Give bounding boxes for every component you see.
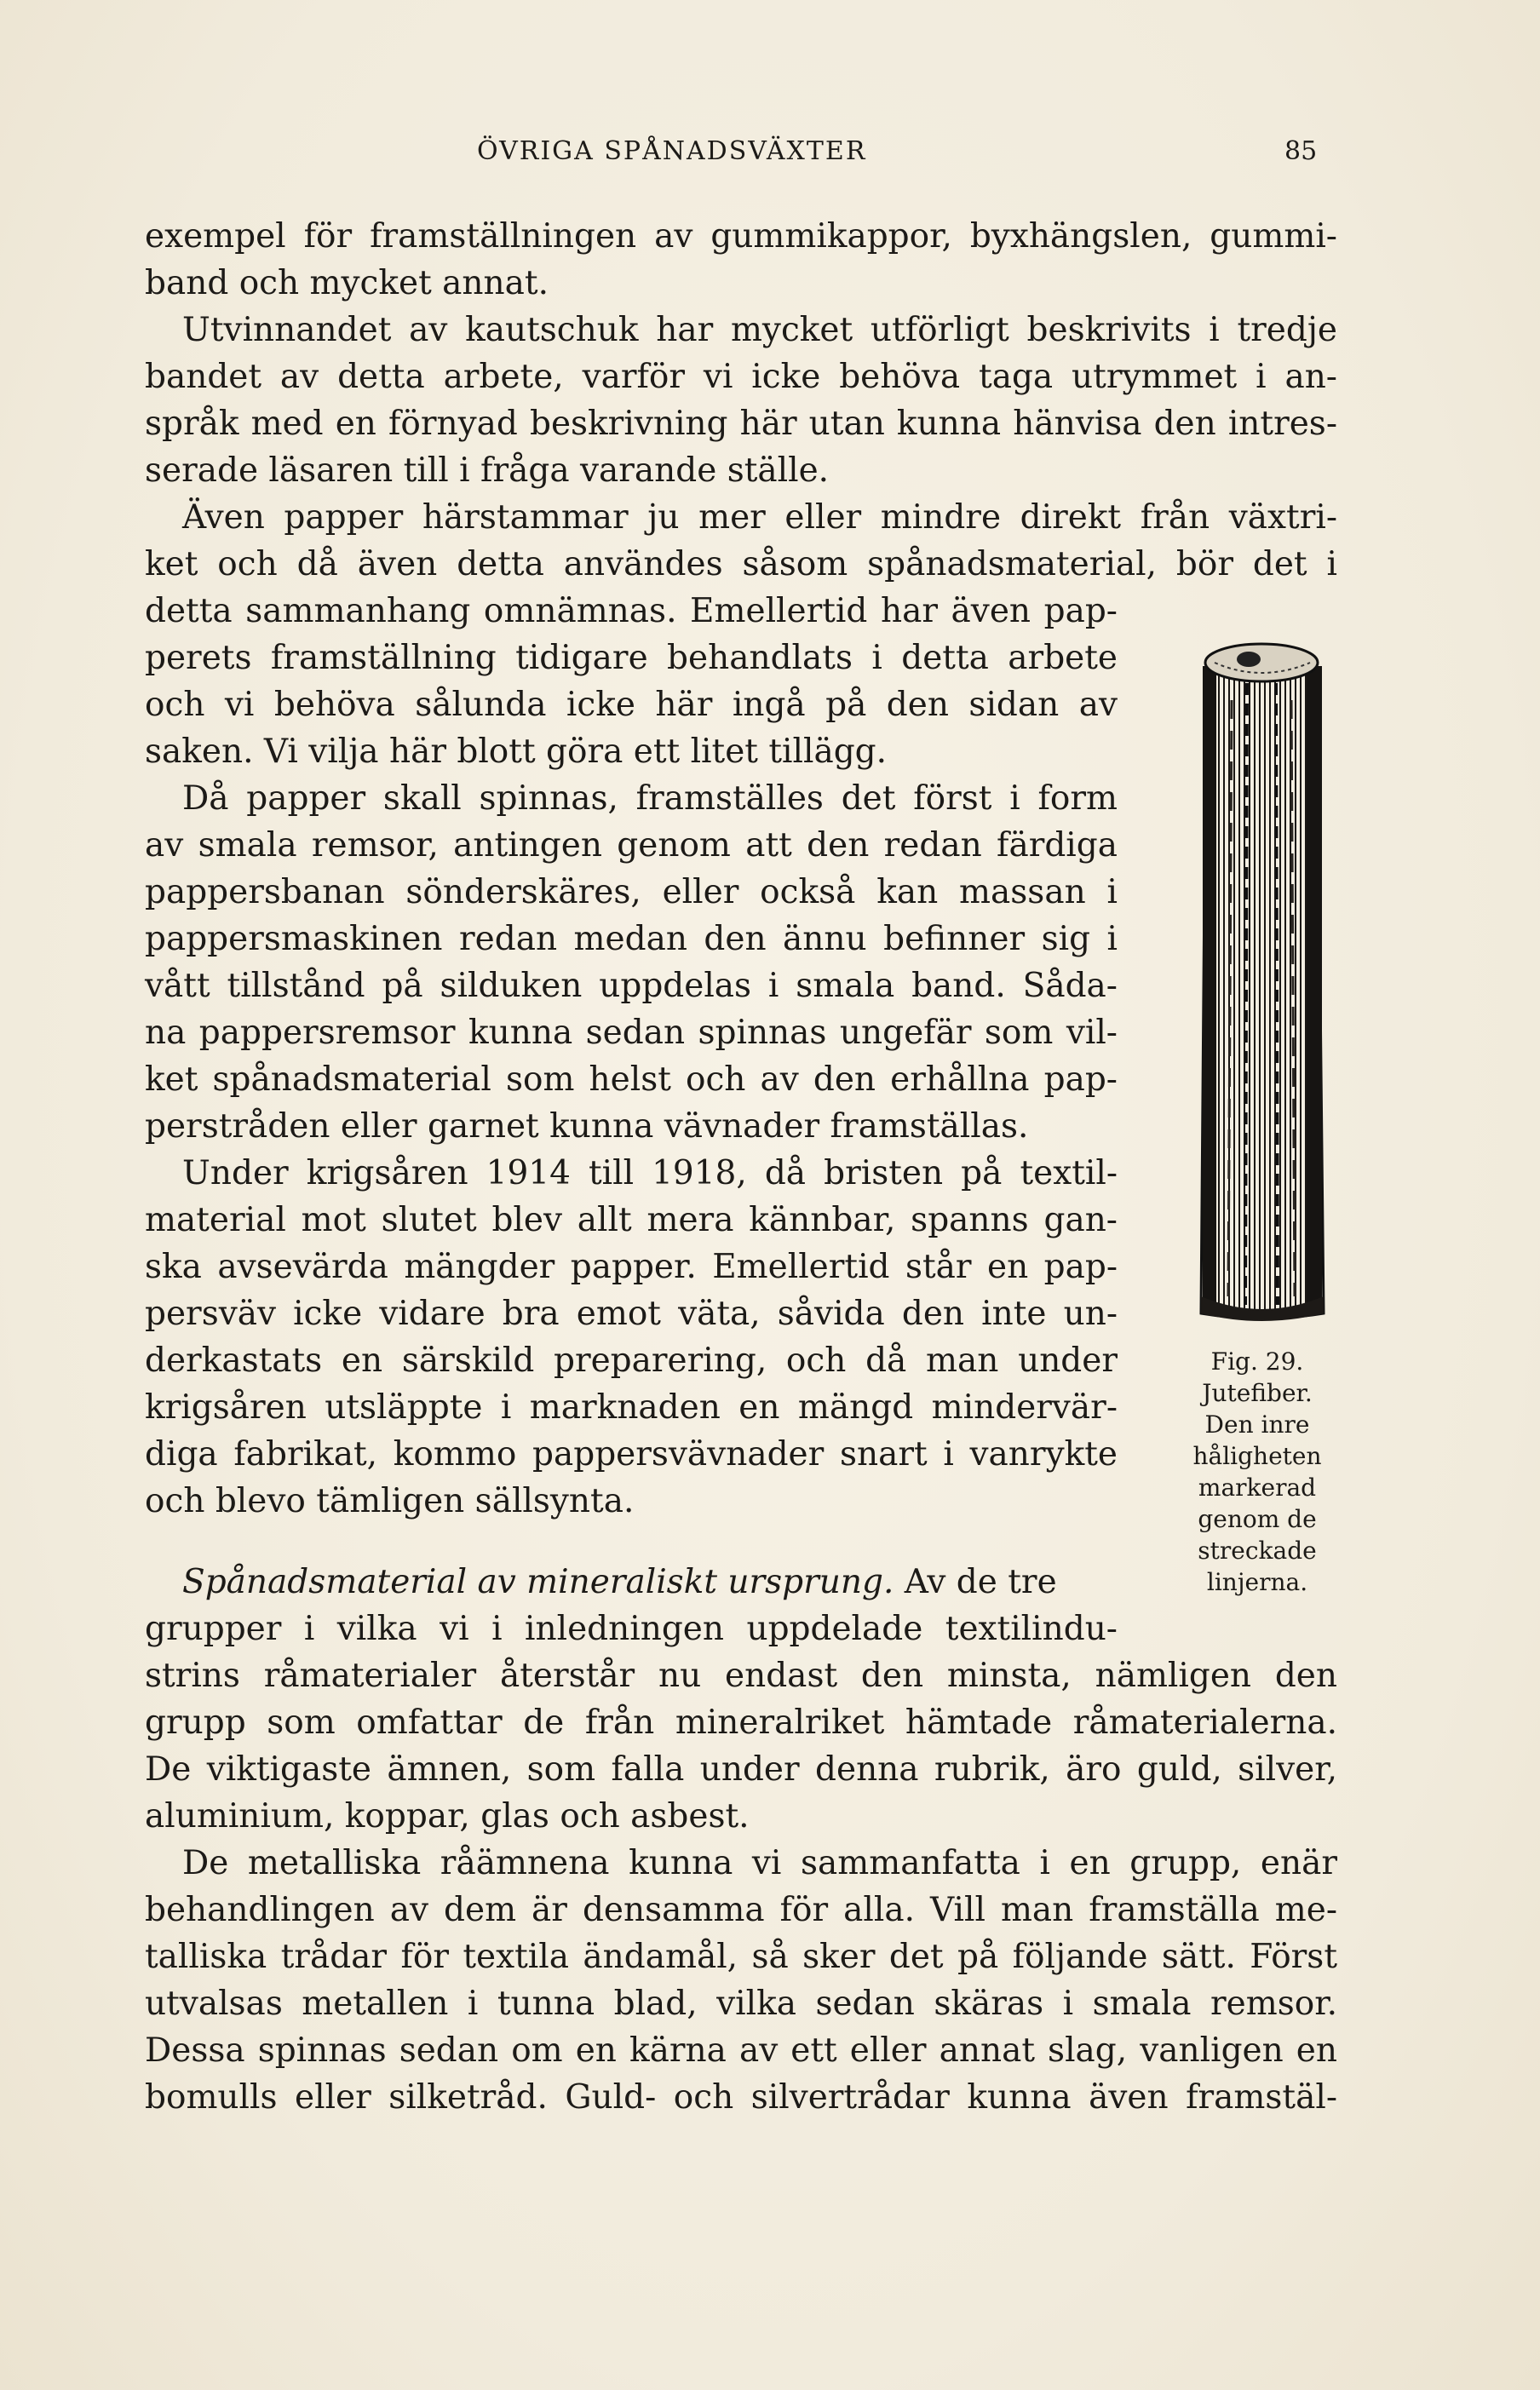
section-heading-rest: Av de tre (904, 1563, 1057, 1601)
text-line: Även papper härstammar ju mer eller mindre direkt från växtri- (182, 498, 1337, 537)
section-heading: Spånadsmaterial av mineraliskt ursprung. (182, 1563, 894, 1601)
text-line: De metalliska råämnena kunna vi sammanfatta i en grupp, enär (182, 1844, 1337, 1882)
jute-fiber-illustration-icon (1198, 632, 1325, 1330)
text-line: Utvinnandet av kautschuk har mycket utförligt beskrivits i tredje (182, 311, 1337, 349)
text-line: utvalsas metallen i tunna blad, vilka sedan skäras i smala remsor. (145, 1985, 1337, 2023)
text-line: talliska trådar för textila ändamål, så sker det på följande sätt. Först (145, 1938, 1337, 1976)
caption-line: streckade (1198, 1537, 1317, 1565)
text-line: behandlingen av dem är densamma för alla. Vill man framställa me- (145, 1891, 1337, 1929)
text-line: bomulls eller silketråd. Guld- och silvertrådar kunna även framstäl- (145, 2078, 1337, 2117)
text-line: pappersbanan sönderskäres, eller också kan massan i (145, 873, 1118, 911)
text-line: Då papper skall spinnas, framställes det först i form (182, 779, 1118, 818)
text-line: vått tillstånd på silduken uppdelas i smala band. Såda- (145, 967, 1118, 1005)
text-line: Under krigsåren 1914 till 1918, då bristen på textil- (182, 1154, 1118, 1192)
caption-line: linjerna. (1206, 1568, 1308, 1596)
figure-caption (1172, 1346, 1342, 1598)
caption-line: Jutefiber. (1202, 1379, 1313, 1407)
page-number: 85 (1284, 136, 1318, 166)
text-line: exempel för framställningen av gummikappor, byxhängslen, gummi- (145, 217, 1337, 256)
body-text-wrapped (145, 588, 1118, 1525)
text-line: ska avsevärda mängder papper. Emellertid står en pap- (145, 1248, 1118, 1286)
text-line: derkastats en särskild preparering, och då man under (145, 1342, 1118, 1380)
text-line: diga fabrikat, kommo pappersvävnader snart i vanrykte (145, 1435, 1118, 1474)
text-line: ket och då även detta användes såsom spånadsmaterial, bör det i (145, 545, 1337, 583)
text-line: persväv icke vidare bra emot väta, såvida den inte un- (145, 1295, 1118, 1333)
caption-line: Fig. 29. (1210, 1347, 1304, 1376)
text-line: och blevo tämligen sällsynta. (145, 1482, 635, 1520)
text-line: aluminium, koppar, glas och asbest. (145, 1797, 750, 1836)
text-line: serade läsaren till i fråga varande ställe. (145, 451, 830, 490)
text-line: grupp som omfattar de från mineralriket hämtade råmaterialerna. (145, 1703, 1337, 1742)
body-text-bottom (145, 1606, 1337, 2121)
text-line: perets framställning tidigare behandlats i detta arbete (145, 639, 1118, 677)
text-line: strins råmaterialer återstår nu endast den minsta, nämligen den (145, 1657, 1337, 1695)
text-line: Dessa spinnas sedan om en kärna av ett eller annat slag, vanligen en (145, 2031, 1337, 2070)
running-header: ÖVRIGA SPÅNADSVÄXTER (477, 136, 867, 166)
text-line: och vi behöva sålunda icke här ingå på den sidan av (145, 686, 1118, 724)
text-line: band och mycket annat. (145, 264, 549, 302)
text-line: na pappersremsor kunna sedan spinnas ungefär som vil- (145, 1014, 1118, 1052)
text-line: krigsåren utsläppte i marknaden en mängd mindervär- (145, 1388, 1118, 1427)
text-line: saken. Vi vilja här blott göra ett litet tillägg. (145, 733, 888, 771)
text-line: bandet av detta arbete, varför vi icke behöva taga utrymmet i an- (145, 358, 1337, 396)
text-line: av smala remsor, antingen genom att den redan färdiga (145, 826, 1118, 865)
text-line: språk med en förnyad beskrivning här utan kunna hänvisa den intres- (145, 405, 1337, 443)
text-line: ket spånadsmaterial som helst och av den erhållna pap- (145, 1060, 1118, 1099)
caption-line: håligheten (1192, 1442, 1322, 1470)
section-heading-line (145, 1559, 1118, 1606)
text-line: detta sammanhang omnämnas. Emellertid har även pap- (145, 592, 1118, 630)
text-line: perstråden eller garnet kunna vävnader framställas. (145, 1107, 1029, 1146)
section-heading-row (145, 1559, 1118, 1606)
text-line: material mot slutet blev allt mera kännbar, spanns gan- (145, 1201, 1118, 1239)
caption-line: markerad (1198, 1474, 1317, 1502)
caption-line: genom de (1198, 1505, 1317, 1533)
caption-line: Den inre (1204, 1410, 1310, 1439)
text-line: De viktigaste ämnen, som falla under denna rubrik, äro guld, silver, (145, 1750, 1337, 1789)
body-text-top (145, 213, 1337, 588)
text-line: grupper i vilka vi i inledningen uppdelade textilindu- (145, 1610, 1118, 1648)
text-line: pappersmaskinen redan medan den ännu befinner sig i (145, 920, 1118, 958)
